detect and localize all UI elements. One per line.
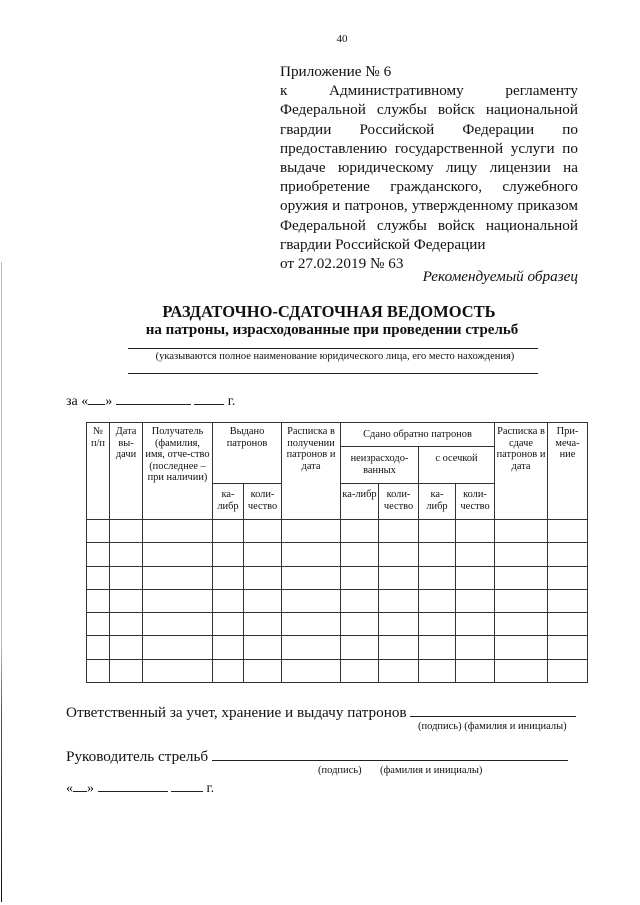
table-cell[interactable] <box>548 543 588 566</box>
header-unused-qty: коли-чество <box>379 484 419 520</box>
table-row <box>87 543 588 566</box>
table-cell[interactable] <box>419 613 456 636</box>
table-cell[interactable] <box>110 589 143 612</box>
table-cell[interactable] <box>213 566 244 589</box>
table-cell[interactable] <box>341 659 379 682</box>
annex-word: службы <box>376 101 427 119</box>
table-cell[interactable] <box>244 613 282 636</box>
annex-word: гражданского, <box>390 178 483 196</box>
table-cell[interactable] <box>282 613 341 636</box>
table-cell[interactable] <box>213 613 244 636</box>
annex-line: от 27.02.2019 № 63 <box>280 255 404 273</box>
annex-line: гвардии Российской Федерации <box>280 235 486 253</box>
date-prefix: « <box>66 781 73 796</box>
sample-label: Рекомендуемый образец <box>422 268 578 285</box>
annex-word: по <box>562 139 578 157</box>
header-num: № п/п <box>87 423 110 520</box>
table-cell[interactable] <box>282 566 341 589</box>
head-signature-hint: (подпись) <box>318 765 362 776</box>
table-cell[interactable] <box>341 543 379 566</box>
header-issued-qty: коли-чество <box>244 484 282 520</box>
table-cell[interactable] <box>110 659 143 682</box>
header-returned: Сдано обратно патронов <box>341 423 495 447</box>
table-cell[interactable] <box>419 566 456 589</box>
table-row <box>87 636 588 659</box>
table-cell[interactable] <box>143 589 213 612</box>
annex-word: лицензии <box>489 159 551 177</box>
header-issued: Выдано патронов <box>213 423 282 484</box>
table-cell[interactable] <box>341 613 379 636</box>
header-misfire: с осечкой <box>419 447 495 484</box>
annex-word: регламенту <box>505 82 578 100</box>
table-cell[interactable] <box>143 566 213 589</box>
table-cell[interactable] <box>548 520 588 543</box>
table-cell[interactable] <box>87 566 110 589</box>
table-cell[interactable] <box>213 589 244 612</box>
table-cell[interactable] <box>495 636 548 659</box>
annex-word: государственной <box>394 139 504 157</box>
table-cell[interactable] <box>456 589 495 612</box>
table-cell[interactable] <box>87 543 110 566</box>
table-cell[interactable] <box>282 543 341 566</box>
annex-line: Приложение № 6 <box>280 63 392 80</box>
year-suffix: г. <box>227 394 236 409</box>
annex-word: услуги <box>510 139 555 157</box>
annex-word: Федерации <box>462 120 535 138</box>
annex-word: войск <box>437 101 475 119</box>
document-subtitle: на патроны, израсходованные при проведении стрельб <box>145 322 519 338</box>
head-signature-blank[interactable] <box>212 748 568 761</box>
table-cell[interactable] <box>282 520 341 543</box>
annex-word: Административному <box>328 82 464 100</box>
annex-word: служебного <box>502 178 578 196</box>
annex-word: войск <box>437 216 475 234</box>
responsible-signature-hint: (подпись) (фамилия и инициалы) <box>418 721 567 732</box>
table-cell[interactable] <box>456 613 495 636</box>
year-suffix: г. <box>206 781 215 796</box>
head-label: Руководитель стрельб <box>66 748 209 765</box>
table-row <box>87 566 588 589</box>
table-cell[interactable] <box>419 543 456 566</box>
table-cell[interactable] <box>110 613 143 636</box>
table-cell[interactable] <box>143 543 213 566</box>
annex-word: юридическому <box>338 159 434 177</box>
annex-word: гвардии <box>280 120 332 138</box>
annex-line <box>280 100 578 119</box>
ledger-table <box>86 422 588 683</box>
table-cell[interactable] <box>244 543 282 566</box>
day-blank[interactable] <box>88 393 105 405</box>
table-cell[interactable] <box>87 520 110 543</box>
annex-word: Федеральной <box>280 101 366 119</box>
annex-word: приобретение <box>280 178 370 196</box>
annex-word: национальной <box>485 216 578 234</box>
table-cell[interactable] <box>495 659 548 682</box>
table-row <box>87 589 588 612</box>
annex-word: лицу <box>445 159 478 177</box>
table-cell[interactable] <box>244 566 282 589</box>
header-receipt-sign: Расписка в получении патронов и дата <box>282 423 341 520</box>
annex-word: приказом <box>517 197 578 215</box>
table-cell[interactable] <box>379 636 419 659</box>
table-cell[interactable] <box>341 520 379 543</box>
table-cell[interactable] <box>110 520 143 543</box>
annex-line <box>280 139 578 158</box>
table-cell[interactable] <box>244 659 282 682</box>
table-cell[interactable] <box>244 520 282 543</box>
date-mid: » <box>87 781 94 796</box>
annex-word: по <box>562 120 578 138</box>
table-cell[interactable] <box>143 636 213 659</box>
table-cell[interactable] <box>456 659 495 682</box>
table-cell[interactable] <box>495 589 548 612</box>
table-cell[interactable] <box>419 636 456 659</box>
table-cell[interactable] <box>456 636 495 659</box>
month-blank[interactable] <box>116 393 191 405</box>
header-unused: неизрасходо-ванных <box>341 447 419 484</box>
annex-word: утвержденному <box>411 197 514 215</box>
table-cell[interactable] <box>379 566 419 589</box>
table-cell[interactable] <box>143 659 213 682</box>
table-cell[interactable] <box>87 659 110 682</box>
annex-reference-block <box>280 62 578 273</box>
document-title: РАЗДАТОЧНО-СДАТОЧНАЯ ВЕДОМОСТЬ <box>162 302 496 321</box>
header-issue-date: Дата вы-дачи <box>110 423 143 520</box>
annex-line <box>280 158 578 177</box>
annex-word: на <box>563 159 578 177</box>
year-blank[interactable] <box>171 780 203 792</box>
table-cell[interactable] <box>213 659 244 682</box>
table-cell[interactable] <box>379 613 419 636</box>
table-cell[interactable] <box>341 636 379 659</box>
table-cell[interactable] <box>110 636 143 659</box>
responsible-signature-line <box>66 704 576 722</box>
annex-word: национальной <box>485 101 578 119</box>
scan-edge-artifact <box>1 262 2 902</box>
annex-word: предоставлению <box>280 139 388 157</box>
annex-word: Российской <box>359 120 435 138</box>
table-cell[interactable] <box>110 543 143 566</box>
annex-word: и <box>332 197 341 215</box>
org-name-line[interactable] <box>128 348 538 349</box>
month-blank[interactable] <box>98 780 168 792</box>
annex-word: Федеральной <box>280 216 366 234</box>
table-cell[interactable] <box>244 636 282 659</box>
head-date-line <box>66 780 214 797</box>
date-mid: » <box>105 394 113 409</box>
table-cell[interactable] <box>143 613 213 636</box>
table-cell[interactable] <box>456 566 495 589</box>
table-cell[interactable] <box>548 589 588 612</box>
table-cell[interactable] <box>456 543 495 566</box>
header-recipient: Получатель (фамилия, имя, отче-ство (последнее – при наличии) <box>143 423 213 520</box>
table-cell[interactable] <box>548 636 588 659</box>
table-cell[interactable] <box>87 636 110 659</box>
day-blank[interactable] <box>73 780 87 792</box>
table-cell[interactable] <box>341 589 379 612</box>
table-cell[interactable] <box>379 520 419 543</box>
date-prefix: за « <box>66 394 89 409</box>
table-row <box>87 520 588 543</box>
annex-line <box>280 120 578 139</box>
annex-line <box>280 177 578 196</box>
table-cell[interactable] <box>379 589 419 612</box>
header-return-sign: Расписка в сдаче патронов и дата <box>495 423 548 520</box>
head-signature-line <box>66 748 568 766</box>
annex-word: патронов, <box>344 197 408 215</box>
org-address-line[interactable] <box>128 373 538 374</box>
header-unused-caliber: ка-либр <box>341 484 379 520</box>
table-cell[interactable] <box>213 543 244 566</box>
table-cell[interactable] <box>495 543 548 566</box>
period-date-line <box>66 393 235 410</box>
header-misfire-qty: коли-чество <box>456 484 495 520</box>
table-cell[interactable] <box>213 636 244 659</box>
table-cell[interactable] <box>495 613 548 636</box>
table-cell[interactable] <box>110 566 143 589</box>
table-cell[interactable] <box>87 613 110 636</box>
table-cell[interactable] <box>341 566 379 589</box>
annex-line <box>280 216 578 235</box>
head-name-hint: (фамилия и инициалы) <box>380 765 483 776</box>
annex-line <box>280 196 578 215</box>
table-cell[interactable] <box>379 659 419 682</box>
table-cell[interactable] <box>548 613 588 636</box>
table-cell[interactable] <box>419 589 456 612</box>
annex-word: выдаче <box>280 159 326 177</box>
table-cell[interactable] <box>419 520 456 543</box>
table-cell[interactable] <box>379 543 419 566</box>
table-cell[interactable] <box>282 636 341 659</box>
responsible-label: Ответственный за учет, хранение и выдачу патронов <box>66 704 407 721</box>
table-cell[interactable] <box>143 520 213 543</box>
table-cell[interactable] <box>282 659 341 682</box>
header-misfire-caliber: ка-либр <box>419 484 456 520</box>
table-cell[interactable] <box>495 520 548 543</box>
table-cell[interactable] <box>548 566 588 589</box>
annex-word: службы <box>376 216 427 234</box>
table-row <box>87 613 588 636</box>
org-name-hint: (указываются полное наименование юридического лица, его место нахождения) <box>155 351 515 362</box>
table-row <box>87 659 588 682</box>
annex-word: к <box>280 82 288 100</box>
table-cell[interactable] <box>213 520 244 543</box>
responsible-signature-blank[interactable] <box>410 704 576 717</box>
page-number: 40 <box>336 33 348 45</box>
table-cell[interactable] <box>495 566 548 589</box>
table-cell[interactable] <box>548 659 588 682</box>
annex-line <box>280 81 578 100</box>
annex-word: оружия <box>280 197 328 215</box>
table-cell[interactable] <box>244 589 282 612</box>
table-cell[interactable] <box>456 520 495 543</box>
table-cell[interactable] <box>282 589 341 612</box>
table-cell[interactable] <box>419 659 456 682</box>
year-blank[interactable] <box>194 393 224 405</box>
header-issued-caliber: ка-либр <box>213 484 244 520</box>
header-note: При-меча-ние <box>548 423 588 520</box>
table-cell[interactable] <box>87 589 110 612</box>
